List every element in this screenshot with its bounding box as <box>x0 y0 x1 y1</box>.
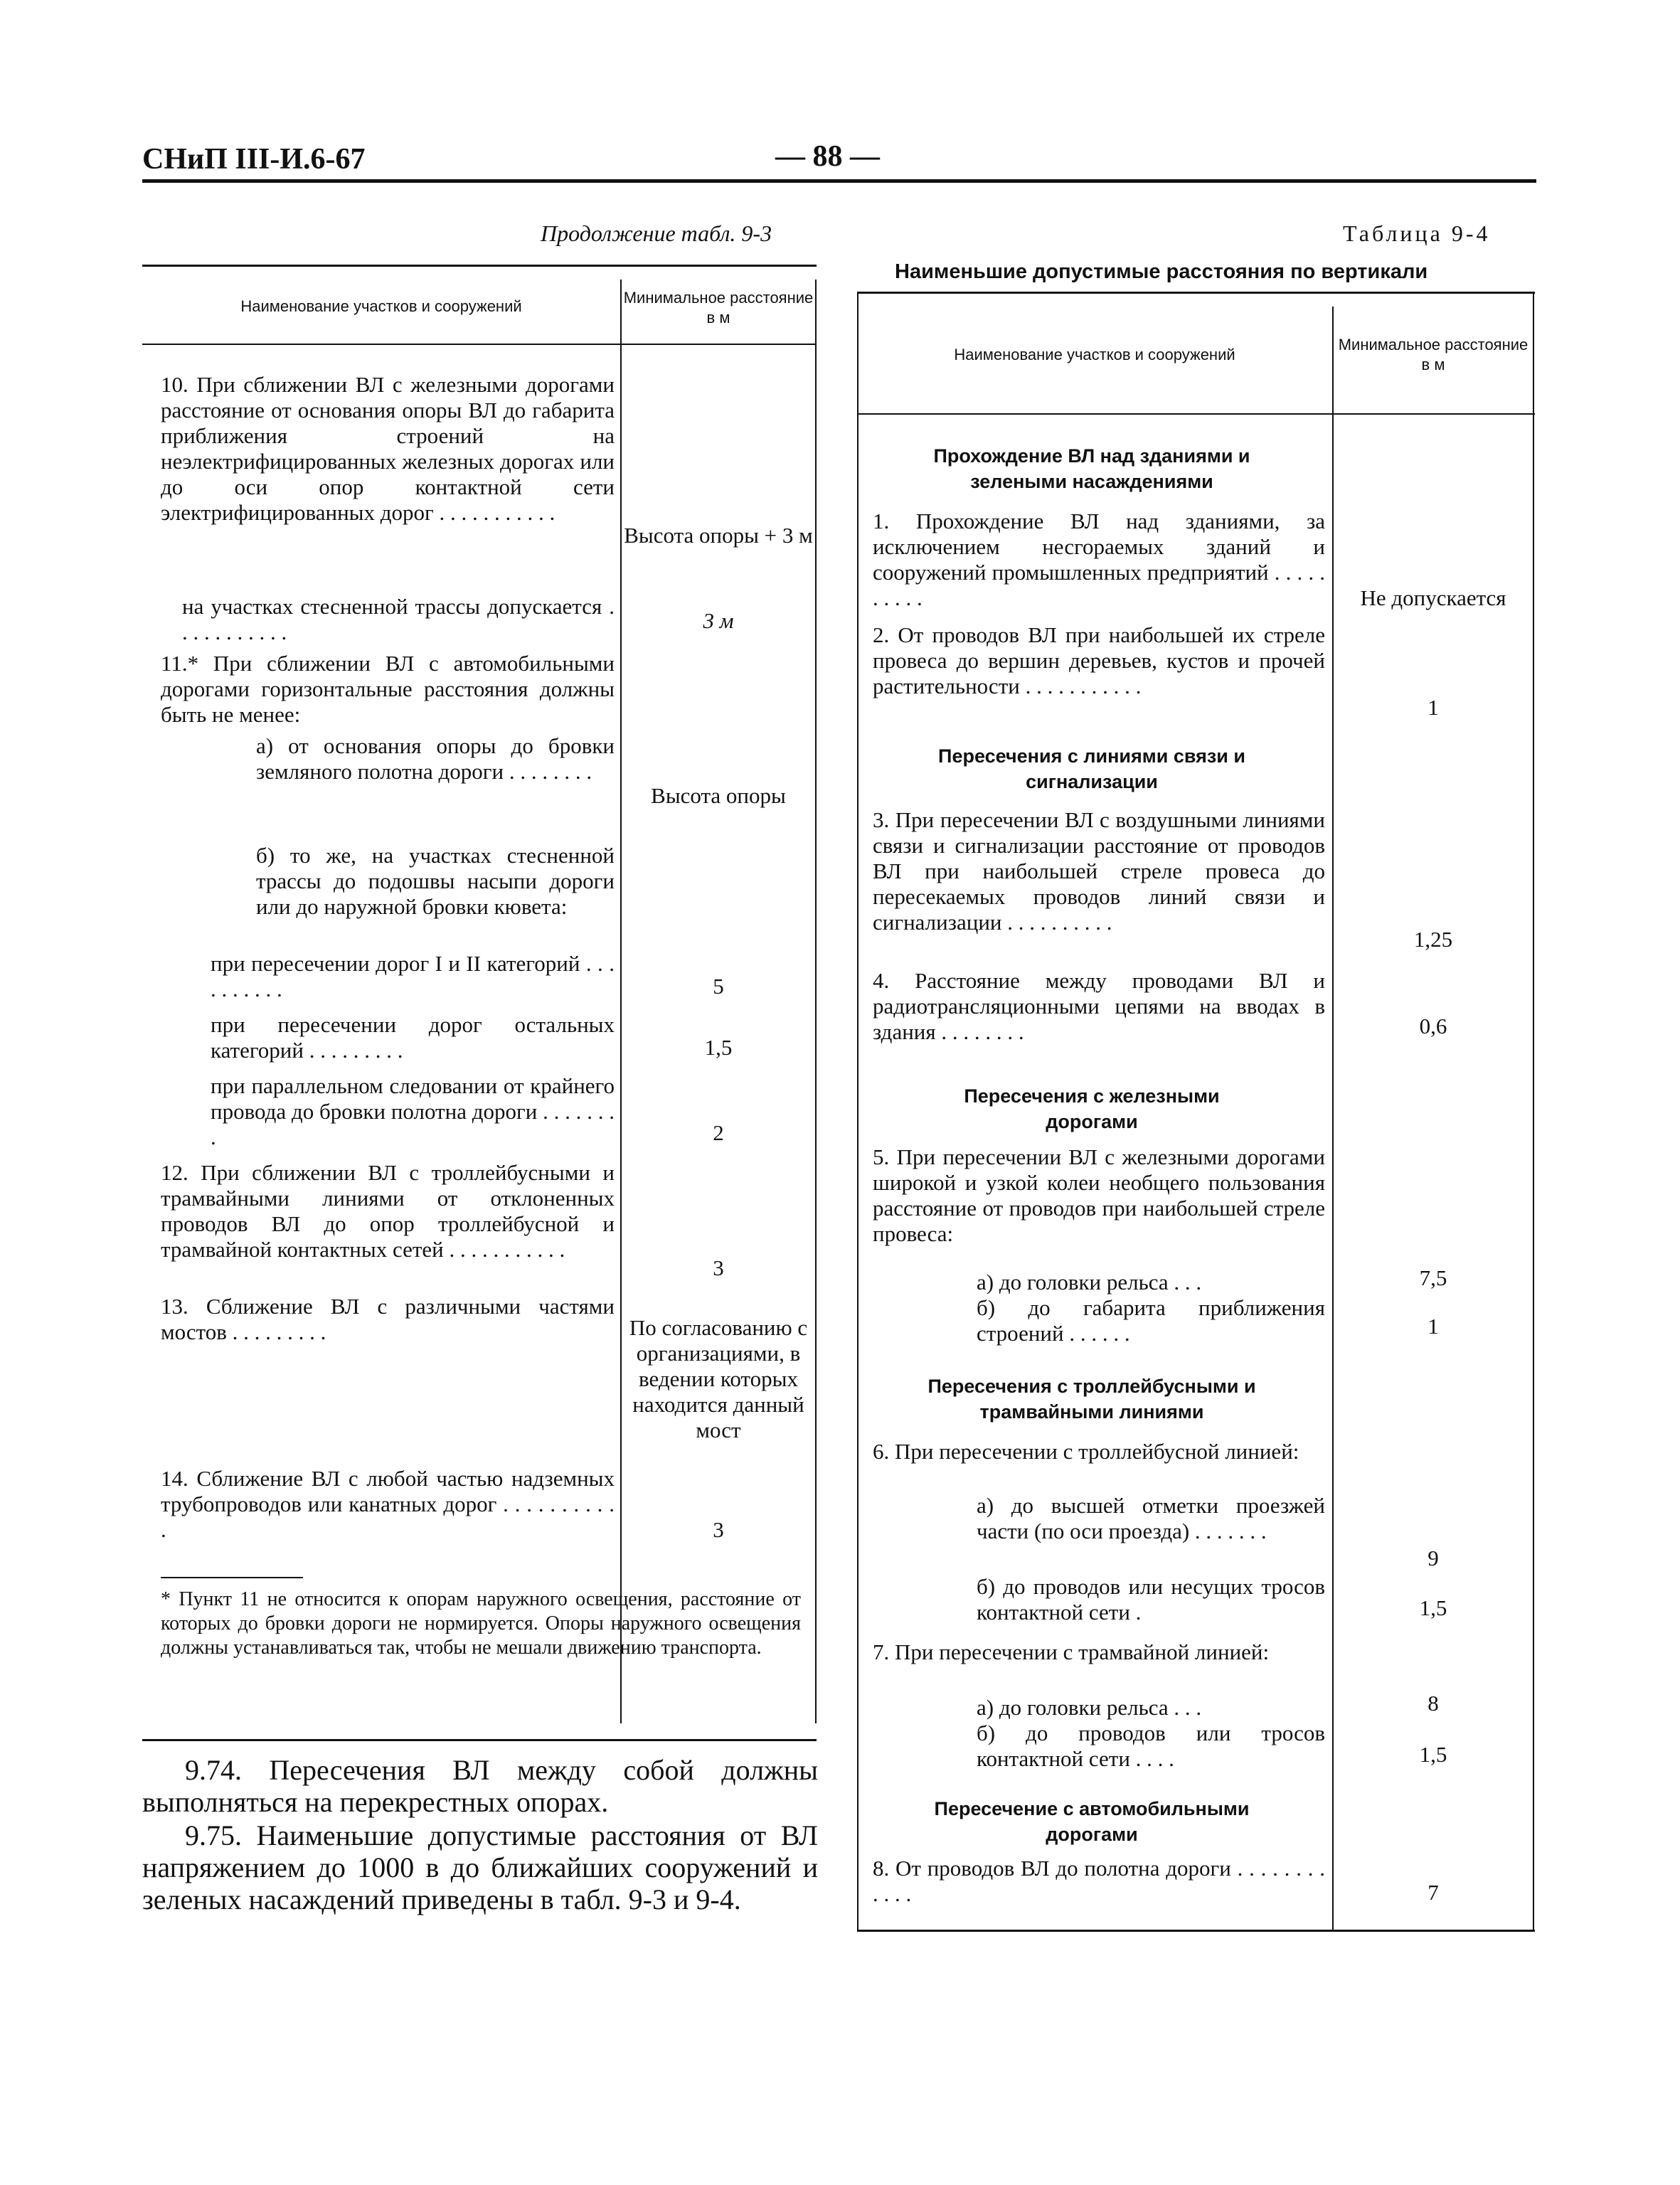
table-value: 7,5 <box>1419 1265 1447 1290</box>
table-value: 2 <box>713 1120 724 1145</box>
table-row: при пересечении дорог I и II категорий . . . . . . . . . . <box>211 951 615 1001</box>
table-row: 8. От проводов ВЛ до полотна дороги . . . . . . . . . . . . <box>873 1856 1325 1906</box>
table-value: 9 <box>1428 1546 1439 1570</box>
table-9-3 <box>142 265 817 1741</box>
section-heading: Пересечения с железными дорогами <box>964 1085 1220 1132</box>
table-row: 7. При пересечении с трамвайной линией: <box>873 1639 1270 1664</box>
table-row: 5. При пересечении ВЛ с железными дорогами широкой и узкой колеи необщего пользования расстояние от проводов при наибольшей стреле провеса: <box>873 1144 1325 1246</box>
table-value: Высота опоры + 3 м <box>624 523 813 548</box>
table-value: 1,5 <box>1419 1595 1447 1620</box>
table-row: 11.* При сближении ВЛ с автомобильными дорогами горизонтальные расстояния должны быть не менее: <box>161 651 615 727</box>
table-row: б) до проводов или тросов контактной сети . . . . <box>977 1721 1325 1771</box>
table-value: 0,6 <box>1419 1014 1447 1038</box>
section-heading: Пересечения с троллейбусными и трамвайными линиями <box>927 1376 1256 1423</box>
table-row: при параллельном следовании от крайнего провода до бровки полотна дороги . . . . . . . . <box>211 1073 615 1149</box>
table-row: б) до габарита приближения строений . . . . . . <box>977 1295 1325 1346</box>
table-row: а) от основания опоры до бровки земляного полотна дороги . . . . . . . . <box>256 733 615 784</box>
header-rule <box>142 179 1536 183</box>
section-heading: Пересечения с линиями связи и сигнализации <box>938 745 1245 792</box>
header-divider <box>142 344 817 345</box>
table-row: 4. Расстояние между проводами ВЛ и радиотрансляционными цепями на вводах в здания . . . . . . . . <box>873 968 1325 1044</box>
table-value: 3 м <box>703 608 734 633</box>
table-value: 1,25 <box>1413 927 1453 952</box>
table-value: 1,5 <box>704 1035 733 1060</box>
table-row: на участках стесненной трассы допускается . . . . . . . . . . . <box>182 594 615 644</box>
column-divider <box>620 280 622 1723</box>
table-row: а) до головки рельса . . . <box>977 1270 1202 1294</box>
table-value: Высота опоры <box>651 783 786 808</box>
table-row: 13. Сближение ВЛ с различными частями мостов . . . . . . . . . <box>161 1294 615 1344</box>
table-row: б) до проводов или несущих тросов контактной сети . <box>977 1574 1325 1625</box>
table-row: 3. При пересечении ВЛ с воздушными линиями связи и сигнализации расстояние от проводов ВЛ при наибольшей стреле провеса до пересекаемых проводов линий связи и сигнализации . . . . . . . . . . <box>873 807 1325 935</box>
column-header-distance: Минимальное расстояние в м <box>623 289 814 326</box>
column-header-name: Наименование участков и сооружений <box>954 346 1235 363</box>
table-right-border <box>1533 294 1534 1930</box>
table-value: 3 <box>713 1255 724 1280</box>
table-right-border <box>815 280 817 1723</box>
table-value: Не допускается <box>1360 585 1506 610</box>
table-value: 7 <box>1428 1880 1439 1905</box>
page-number: — 88 — <box>775 140 880 173</box>
document-code: СНиП III-И.6-67 <box>142 143 366 176</box>
footnote: * Пункт 11 не относится к опорам наружного освещения, расстояние от которых до бровки дороги не нормируется. Опоры наружного освещения должны устанавливаться так, чтобы не мешали движению транспорта. <box>161 1588 801 1659</box>
table-row: 12. При сближении ВЛ с троллейбусными и трамвайными линиями от отклоненных проводов ВЛ до опор троллейбусной и трамвайной контактных сетей . . . . . . . . . . . <box>161 1160 615 1262</box>
header-divider <box>857 413 1535 415</box>
table-title: Наименьшие допустимые расстояния по вертикали <box>895 260 1428 283</box>
table-value: 3 <box>713 1517 724 1542</box>
paragraph-9-75: 9.75. Наименьшие допустимые расстояния от ВЛ напряжением до 1000 в до ближайших сооружений и зеленых насаждений приведены в табл. 9-3 и 9-4. <box>142 1819 818 1915</box>
table-row: а) до головки рельса . . . <box>977 1695 1202 1720</box>
table-row: 1. Прохождение ВЛ над зданиями, за исключением несгораемых зданий и сооружений промышленных предприятий . . . . . . . . . . <box>873 509 1325 610</box>
column-header-name: Наименование участков и сооружений <box>240 297 522 315</box>
table-row: б) то же, на участках стесненной трассы до подошвы насыпи дороги или до наружной бровки кювета: <box>256 843 615 919</box>
column-header-distance: Минимальное расстояние в м <box>1338 336 1529 373</box>
table-value: 1 <box>1428 1314 1439 1339</box>
table-row: 14. Сближение ВЛ с любой частью надземных трубопроводов или канатных дорог . . . . . . . . . . . <box>161 1466 615 1542</box>
table-continuation-label: Продолжение табл. 9-3 <box>541 220 772 246</box>
table-row: 10. При сближении ВЛ с железными дорогами расстояние от основания опоры ВЛ до габарита приближения строений на неэлектрифицированных железных дорогах или до оси опор контактной сети электрифицированных дорог . . . . . . . . . . . <box>161 372 615 525</box>
table-row: 6. При пересечении с троллейбусной линией: <box>873 1439 1299 1464</box>
table-value: 1 <box>1428 695 1439 720</box>
table-row: 2. От проводов ВЛ при наибольшей их стреле провеса до вершин деревьев, кустов и прочей растительности . . . . . . . . . . . <box>873 622 1325 698</box>
footnote-rule <box>161 1577 303 1578</box>
table-value: 5 <box>713 974 724 999</box>
table-row: при пересечении дорог остальных категорий . . . . . . . . . <box>211 1012 615 1063</box>
section-heading: Прохождение ВЛ над зданиями и зелеными насаждениями <box>933 445 1250 492</box>
paragraph-9-74: 9.74. Пересечения ВЛ между собой должны выполняться на перекрестных опорах. <box>142 1754 818 1818</box>
column-divider <box>1332 307 1334 1930</box>
section-heading: Пересечение с автомобильными дорогами <box>934 1798 1250 1845</box>
table-label: Таблица 9-4 <box>1343 220 1491 246</box>
table-value: 8 <box>1428 1691 1439 1716</box>
table-9-4 <box>857 292 1535 1932</box>
table-value: По согласованию с организациями, в ведении которых находится данный мост <box>629 1315 808 1442</box>
table-left-border <box>857 294 858 1930</box>
table-value: 1,5 <box>1419 1742 1447 1767</box>
table-row: а) до высшей отметки проезжей части (по оси проезда) . . . . . . . <box>977 1493 1325 1543</box>
